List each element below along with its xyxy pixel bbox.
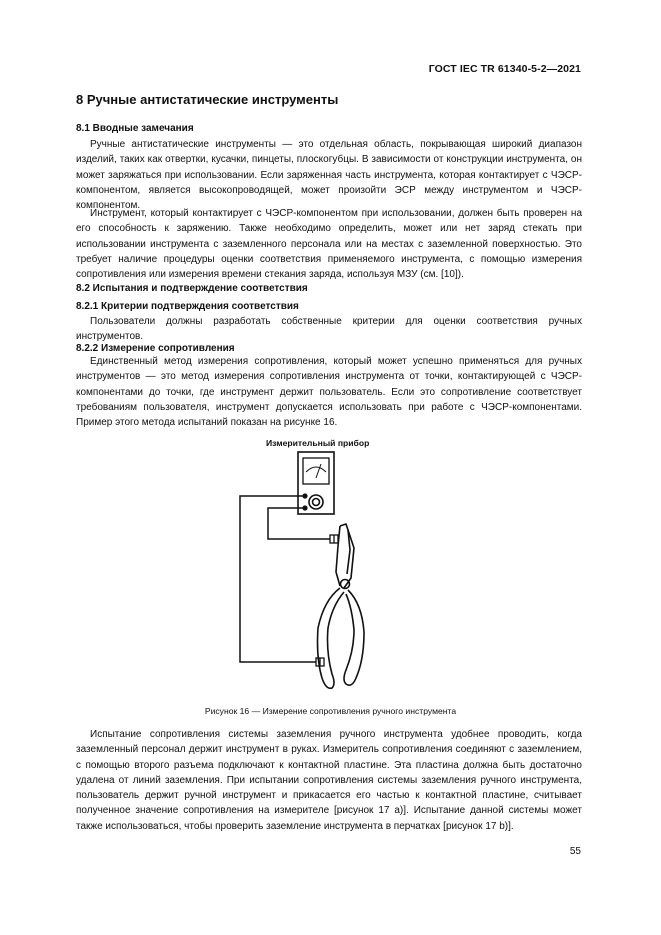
paragraph-text: Инструмент, который контактирует с ЧЭСР-компонентом при использовании, должен быть проверен на его способность к заряжению. Также необходимо определить, может или нет заряд стекать при использовании инструмента с заземленного персонала или на местах с заземленной поверхностью. Это требует наличие процедуры оценки соответствия применяемого инструмента, с помощью измерения сопротивления или измерения времени стекания заряда, используя МЗУ (см. [10]). — [76, 208, 582, 281]
document-header-id: ГОСТ IEC TR 61340-5-2—2021 — [428, 63, 581, 75]
subsection-title-8-1: 8.1 Вводные замечания — [76, 123, 194, 134]
paragraph-text: Ручные антистатические инструменты — это отдельная область, покрывающая широкий диапазон изделий, таких как отвертки, кусачки, пинцеты, плоскогубцы. В зависимости от конструкции инструмента, он может заряжаться при использовании. Если заряженная часть инструмента, которая контактирует с ЧЭСР-компонентом, является высокопроводящей, может произойти ЭСР между инструментом и ЧЭСР-компонентом. — [76, 139, 582, 212]
meter-icon — [298, 452, 334, 514]
paragraph-text: Испытание сопротивления системы заземления ручного инструмента удобнее проводить, когда заземленный персонал держит инструмент в руках. Измеритель сопротивления соединяют с заземлением, с помощью второго разъема подключают к контактной пластине. Эта пластина должна быть достаточно удалена от линий заземления. При испытании сопротивления системы заземления ручного инструмента, пользователь держит ручной инструмент и прикасается его частью к контактной пластине, считывает полученное значение сопротивления на измерителе [рисунок 17 а)]. Испытание данной системы может также использоваться, чтобы проверить заземление инструмента в перчатках [рисунок 17 b)]. — [76, 729, 582, 832]
paragraph-8-1-1 — [76, 137, 582, 213]
subsection-title-8-2-1: 8.2.1 Критерии подтверждения соответствия — [76, 301, 299, 312]
paragraph-text: Пользователи должны разработать собственные критерии для оценки соответствия ручных инструментов. — [76, 316, 582, 343]
subsection-title-8-2: 8.2 Испытания и подтверждение соответствия — [76, 283, 308, 294]
figure-device-label: Измерительный прибор — [266, 438, 370, 448]
paragraph-closing — [76, 727, 582, 834]
page-number: 55 — [569, 846, 581, 857]
paragraph-8-2-1 — [76, 314, 582, 345]
subsection-title-8-2-2: 8.2.2 Измерение сопротивления — [76, 343, 235, 354]
section-title: 8 Ручные антистатические инструменты — [76, 92, 339, 107]
paragraph-8-1-2 — [76, 206, 582, 282]
figure-caption: Рисунок 16 — Измерение сопротивления ручного инструмента — [204, 706, 457, 716]
paragraph-8-2-2 — [76, 354, 582, 430]
test-leads — [240, 496, 330, 662]
paragraph-text: Единственный метод измерения сопротивления, который может успешно применяться для ручных инструментов — это метод измерения сопротивления инструмента от точки, контактирующей с ЧЭСР-компонентами до точки, где инструмент держит пользователь. Если это сопротивление соответствует требованиям пользователя, инструмент допускается использовать при работе с ЧЭСР-компонентами. Пример этого метода испытаний показан на рисунке 16. — [76, 356, 582, 429]
resistance-measurement-figure — [236, 438, 396, 698]
